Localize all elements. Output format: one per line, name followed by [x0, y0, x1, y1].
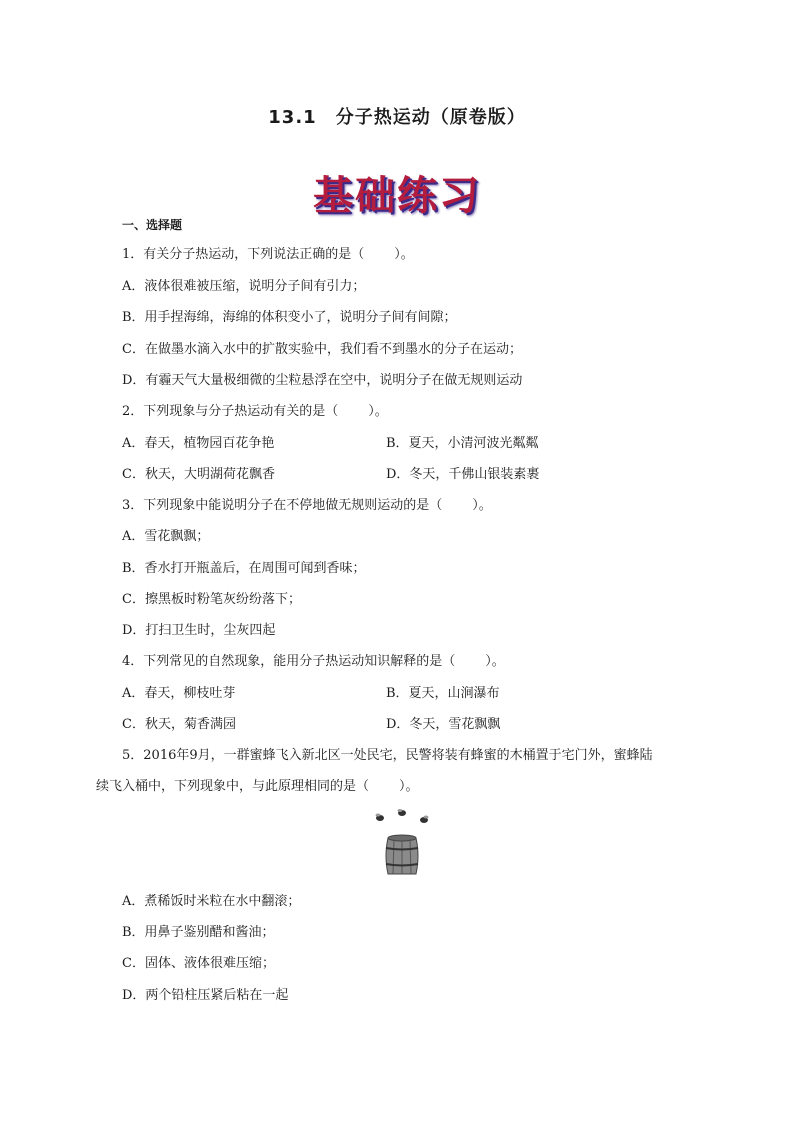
question-5-stem-line-1: 5．2016年9月，一群蜜蜂飞入新北区一处民宅，民警将装有蜂蜜的木桶置于宅门外，蜜蜂陆 — [122, 748, 653, 763]
bee-icon — [376, 814, 385, 822]
question-4-stem-end: ）。 — [485, 654, 505, 669]
question-5-stem-line-2 — [96, 778, 419, 796]
question-4-option-d: D．冬天，雪花飘飘 — [386, 717, 501, 732]
question-5-option-d: D．两个铅柱压紧后粘在一起 — [122, 988, 289, 1003]
question-1-option-b: B．用手捏海绵，海绵的体积变小了，说明分子间有间隙； — [122, 310, 457, 325]
question-1-stem-text: 1．有关分子热运动，下列说法正确的是（ — [122, 247, 365, 262]
question-1-option-d: D．有霾天气大量极细微的尘粒悬浮在空中，说明分子在做无规则运动 — [122, 373, 523, 388]
question-1-option-c: C．在做墨水滴入水中的扩散实验中，我们看不到墨水的分子在运动； — [122, 342, 522, 357]
question-3-stem-text: 3．下列现象中能说明分子在不停地做无规则运动的是（ — [122, 498, 443, 513]
page-title: 13.1 分子热运动（原卷版） — [268, 107, 526, 128]
section-banner: 基础练习 — [313, 173, 481, 219]
question-3-stem-end: ）。 — [472, 498, 492, 513]
question-4-stem-text: 4．下列常见的自然现象，能用分子热运动知识解释的是（ — [122, 654, 456, 669]
bee-icon — [420, 816, 429, 824]
question-3-stem — [122, 497, 492, 515]
question-5-stem-end: ）。 — [399, 779, 419, 794]
question-3-option-c: C．擦黑板时粉笔灰纷纷落下； — [122, 592, 301, 607]
question-1-stem — [122, 246, 414, 264]
question-2-stem-end: ）。 — [368, 404, 388, 419]
bee-icon — [398, 809, 407, 816]
question-4-option-b: B．夏天，山涧瀑布 — [386, 686, 500, 701]
question-4-option-a: A．春天，柳枝吐芽 — [122, 686, 236, 701]
question-2-option-d: D．冬天，千佛山银装素裹 — [386, 467, 540, 482]
question-1-option-a: A．液体很难被压缩，说明分子间有引力； — [122, 279, 366, 294]
question-2-stem-text: 2．下列现象与分子热运动有关的是（ — [122, 404, 339, 419]
question-3-option-a: A．雪花飘飘； — [122, 529, 210, 544]
question-3-option-d: D．打扫卫生时，尘灰四起 — [122, 623, 276, 638]
section-heading: 一、选择题 — [122, 218, 183, 232]
barrel-icon — [386, 835, 418, 874]
question-3-option-b: B．香水打开瓶盖后，在周围可闻到香味； — [122, 561, 366, 576]
question-2-option-b: B．夏天，小清河波光粼粼 — [386, 436, 539, 451]
question-5-option-a: A．煮稀饭时米粒在水中翻滚； — [122, 894, 301, 909]
question-5-option-c: C．固体、液体很难压缩； — [122, 956, 275, 971]
question-5-stem-text: 续飞入桶中，下列现象中，与此原理相同的是（ — [96, 779, 370, 794]
question-1-stem-end: ）。 — [394, 247, 414, 262]
question-2-option-c: C．秋天，大明湖荷花飘香 — [122, 467, 275, 482]
question-4-stem — [122, 653, 505, 671]
question-4-option-c: C．秋天，菊香满园 — [122, 717, 236, 732]
question-2-stem — [122, 403, 388, 421]
question-5-option-b: B．用鼻子鉴别醋和酱油； — [122, 925, 275, 940]
question-2-option-a: A．春天，植物园百花争艳 — [122, 436, 275, 451]
honey-barrel-bees-figure — [372, 808, 432, 880]
